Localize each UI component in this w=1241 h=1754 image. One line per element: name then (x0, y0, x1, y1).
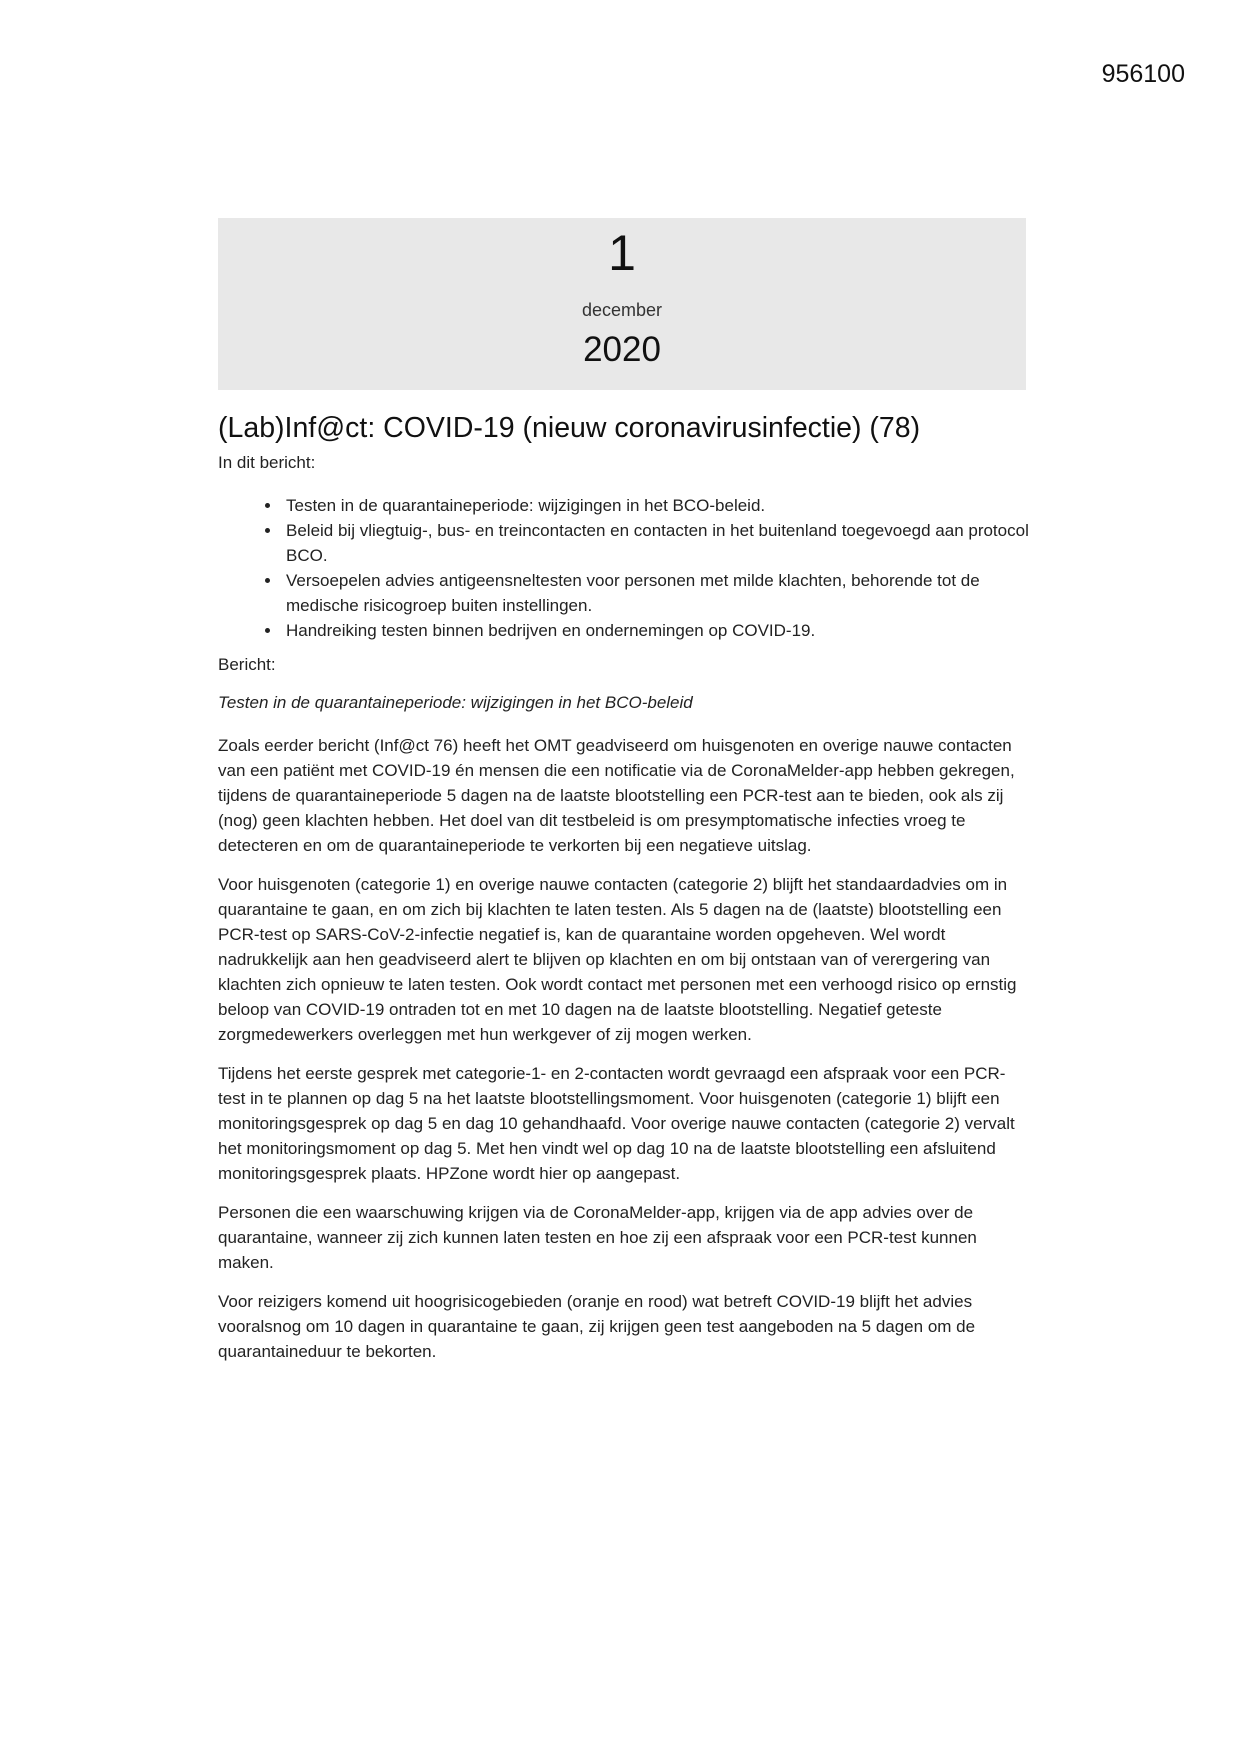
paragraph: Zoals eerder bericht (Inf@ct 76) heeft het OMT geadviseerd om huisgenoten en overige nauwe contacten van een patiënt met COVID-19 én mensen die een notificatie via de CoronaMelder-app hebben gekregen, tijdens de quarantaineperiode 5 dagen na de laatste blootstelling een PCR-test aan te bieden, ook als zij (nog) geen klachten hebben. Het doel van dit testbeleid is om presymptomatische infecties vroeg te detecteren en om de quarantaineperiode te verkorten bij een negatieve uitslag. (218, 736, 1015, 855)
list-item: • Versoepelen advies antigeensneltesten voor personen met milde klachten, behorende tot de medische risicogroep buiten instellingen. (282, 568, 1030, 618)
document-number: 956100 (1101, 60, 1185, 88)
list-item: • Beleid bij vliegtuig-, bus- en treincontacten en contacten in het buitenland toegevoegd aan protocol BCO. (282, 518, 1030, 568)
date-box (218, 218, 1026, 390)
date-month: december (581, 300, 663, 320)
list-item: • Handreiking testen binnen bedrijven en ondernemingen op COVID-19. (282, 618, 1030, 643)
paragraph: Voor reizigers komend uit hoogrisicogebieden (oranje en rood) wat betreft COVID-19 blijft het advies vooralsnog om 10 dagen in quarantaine te gaan, zij krijgen geen test aangeboden na 5 dagen om de quarantaineduur te bekorten. (218, 1292, 976, 1361)
page-title: (Lab)Inf@ct: COVID-19 (nieuw coronavirusinfectie) (78) (218, 412, 921, 444)
summary-list (218, 493, 1030, 643)
section-title: Testen in de quarantaineperiode: wijzigingen in het BCO-beleid (218, 693, 693, 712)
date-day: 1 (608, 225, 636, 281)
intro-label: In dit bericht: (218, 453, 316, 472)
paragraph: Personen die een waarschuwing krijgen via de CoronaMelder-app, krijgen via de app advies over de quarantaine, wanneer zij zich kunnen laten testen en hoe zij een afspraak voor een PCR-test kunnen maken. (218, 1203, 977, 1272)
list-item: • Testen in de quarantaineperiode: wijzigingen in het BCO-beleid. (282, 493, 1030, 518)
paragraph: Tijdens het eerste gesprek met categorie-1- en 2-contacten wordt gevraagd een afspraak voor een PCR-test in te plannen op dag 5 na het laatste blootstellingsmoment. Voor huisgenoten (categorie 1) blijft een monitoringsgesprek op dag 5 en dag 10 gehandhaafd. Voor overige nauwe contacten (categorie 2) vervalt het monitoringsmoment op dag 5. Met hen vindt wel op dag 10 na de laatste blootstelling een afsluitend monitoringsgesprek plaats. HPZone wordt hier op aangepast. (218, 1064, 1015, 1183)
paragraph: Voor huisgenoten (categorie 1) en overige nauwe contacten (categorie 2) blijft het standaardadvies om in quarantaine te gaan, en om zich bij klachten te laten testen. Als 5 dagen na de (laatste) blootstelling een PCR-test op SARS-CoV-2-infectie negatief is, kan de quarantaine worden opgeheven. Wel wordt nadrukkelijk aan hen geadviseerd alert te blijven op klachten en om bij ontstaan van of verergering van klachten zich opnieuw te laten testen. Ook wordt contact met personen met een verhoogd risico op ernstig beloop van COVID-19 ontraden tot en met 10 dagen na de laatste blootstelling. Negatief geteste zorgmedewerkers overleggen met hun werkgever of zij mogen werken. (218, 875, 1017, 1044)
date-year: 2020 (583, 330, 661, 369)
bericht-label: Bericht: (218, 655, 276, 674)
document-body (218, 412, 1030, 1378)
